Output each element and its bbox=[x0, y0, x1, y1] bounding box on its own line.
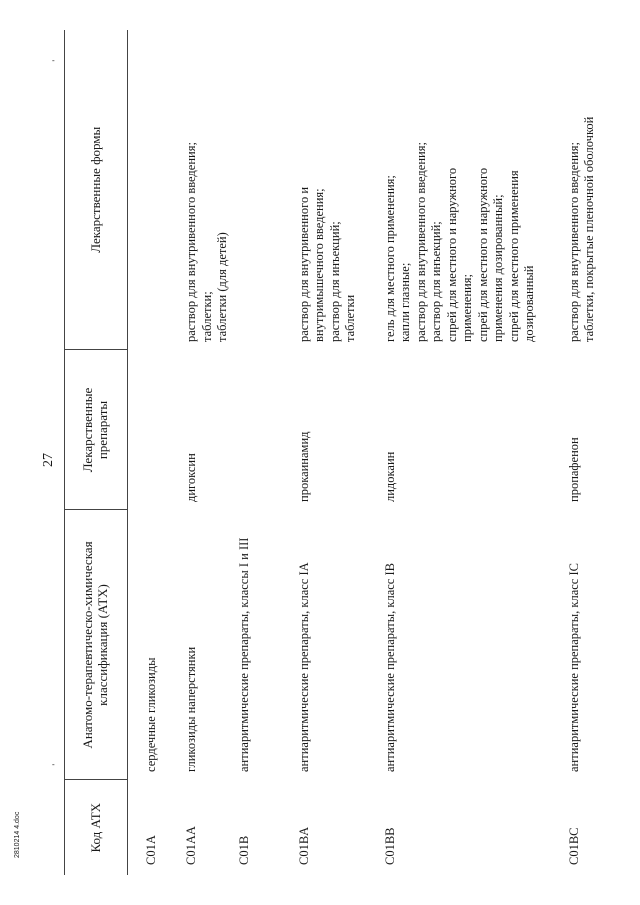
table-row bbox=[178, 30, 231, 875]
header-dosage-forms: Лекарственные формы bbox=[65, 30, 128, 350]
dosage-form: таблетки, покрытые пленочной оболочкой bbox=[582, 116, 596, 342]
atc-code: C01A bbox=[144, 835, 158, 865]
drug-name bbox=[231, 350, 291, 510]
dosage-form: таблетки bbox=[343, 294, 357, 342]
drug-name: прокаинамид bbox=[296, 431, 311, 502]
table-row bbox=[128, 30, 179, 875]
atc-code: C01BA bbox=[296, 826, 311, 865]
table-row bbox=[561, 30, 617, 875]
margin-mark: - bbox=[52, 760, 55, 769]
table-row bbox=[231, 30, 291, 875]
atc-table bbox=[64, 30, 617, 875]
dosage-form: гель для местного применения; bbox=[382, 175, 397, 342]
atc-classification: антиаритмические препараты, класс IA bbox=[296, 562, 311, 772]
dosage-form: раствор для внутривенного и bbox=[296, 186, 311, 342]
atc-classification: антиаритмические препараты, классы I и III bbox=[236, 537, 251, 772]
atc-code: C01B bbox=[236, 835, 251, 865]
table-row bbox=[377, 30, 561, 875]
drug-name bbox=[128, 350, 179, 510]
atc-code: C01BC bbox=[566, 827, 581, 865]
atc-classification: гликозиды наперстянки bbox=[184, 646, 198, 772]
dosage-form: раствор для инъекций; bbox=[327, 221, 342, 342]
dosage-form: спрей для местного применения bbox=[506, 170, 521, 342]
atc-code: C01AA bbox=[184, 826, 198, 865]
drug-name: лидокаин bbox=[382, 451, 397, 502]
header-atc-code: Код АТХ bbox=[65, 780, 128, 875]
footer-document-code: 2810214 4.doc bbox=[14, 811, 21, 858]
dosage-form: раствор для инъекций; bbox=[429, 221, 443, 342]
atc-classification: сердечные гликозиды bbox=[144, 657, 158, 772]
dosage-forms bbox=[231, 30, 291, 350]
dosage-forms bbox=[178, 30, 231, 350]
dosage-form: таблетки; bbox=[199, 291, 214, 342]
dosage-form: дозированный bbox=[522, 265, 536, 342]
table-row bbox=[291, 30, 377, 875]
header-atc-classification: Анатомо-терапевтическо-химическая классификация (АТХ) bbox=[65, 510, 128, 780]
dosage-form: раствор для внутривенного введения; bbox=[566, 142, 581, 342]
dosage-form: раствор для внутривенного введения; bbox=[184, 142, 198, 342]
drug-name: дигоксин bbox=[184, 453, 198, 502]
drug-name: пропафенон bbox=[566, 437, 581, 502]
table-header-row bbox=[65, 30, 128, 875]
dosage-form: таблетки (для детей) bbox=[215, 232, 229, 342]
dosage-form: применения дозированный; bbox=[491, 194, 505, 342]
dosage-forms bbox=[561, 30, 617, 350]
dosage-form: спрей для местного и наружного bbox=[475, 167, 490, 342]
atc-classification: антиаритмические препараты, класс IB bbox=[382, 563, 397, 772]
dosage-forms bbox=[291, 30, 377, 350]
margin-mark: - bbox=[52, 56, 55, 65]
rotated-table-container bbox=[64, 30, 596, 875]
dosage-form: применения; bbox=[460, 274, 474, 342]
dosage-form: капли глазные; bbox=[398, 262, 412, 342]
atc-code: C01BB bbox=[382, 827, 397, 865]
dosage-form: спрей для местного и наружного bbox=[444, 167, 459, 342]
dosage-forms bbox=[377, 30, 561, 350]
dosage-form: внутримышечного введения; bbox=[312, 188, 326, 342]
page-number: 27 bbox=[41, 453, 56, 467]
dosage-forms bbox=[128, 30, 179, 350]
dosage-form: раствор для внутривенного введения; bbox=[413, 142, 428, 342]
header-drugs: Лекарственные препараты bbox=[65, 350, 128, 510]
atc-classification: антиаритмические препараты, класс IC bbox=[566, 563, 581, 772]
